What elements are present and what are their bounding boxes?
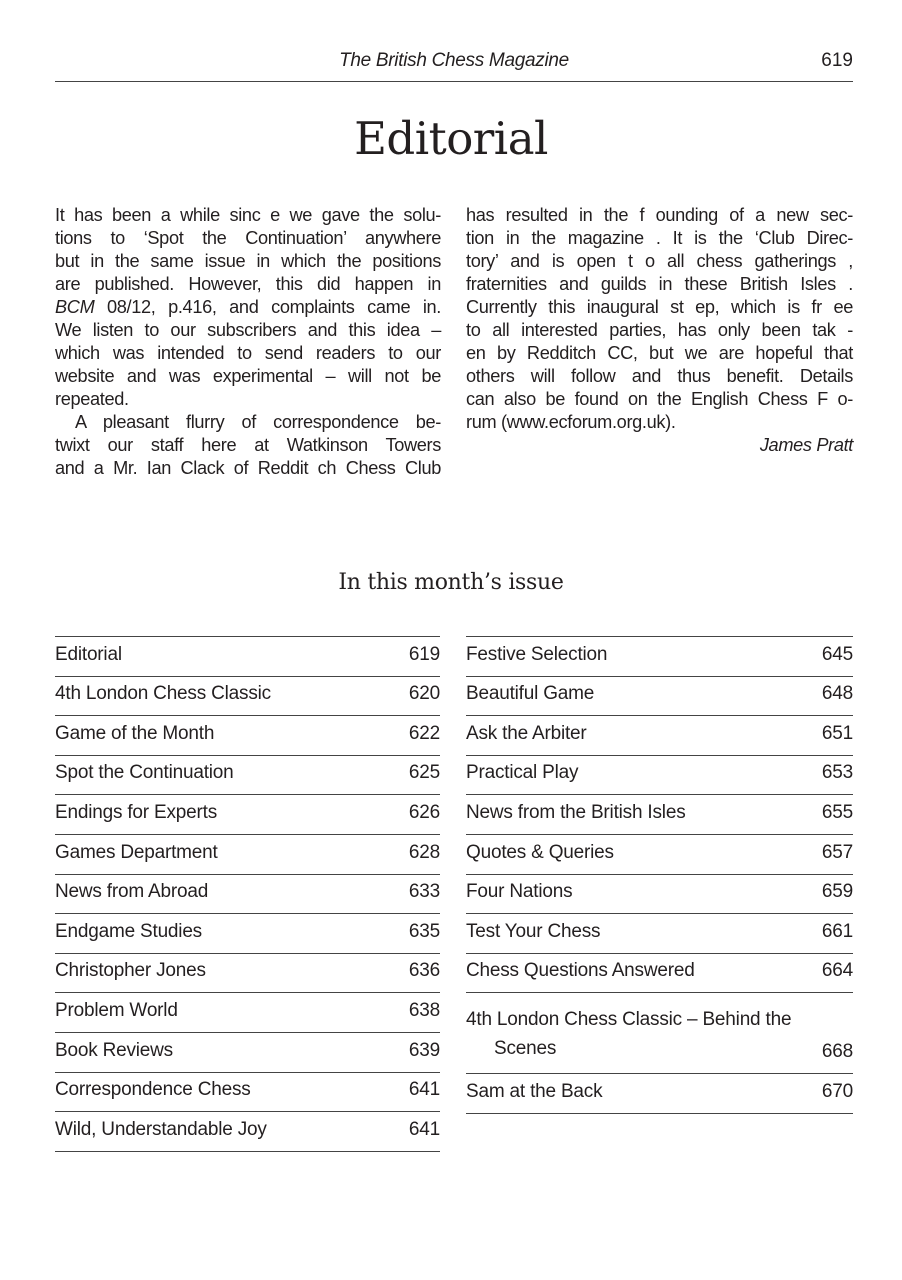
entry-title-text: Ask the Arbiter — [466, 722, 587, 744]
contents-entry — [55, 637, 440, 677]
entry-page: 655 — [821, 801, 853, 823]
body-line — [466, 319, 853, 342]
body-line — [55, 250, 441, 273]
contents-entry — [55, 716, 440, 756]
entry-page: 635 — [408, 920, 440, 942]
emphasis: BCM — [55, 297, 95, 317]
body-line — [55, 411, 441, 434]
entry-page: 659 — [821, 881, 853, 903]
entry-title-text: Four Nations — [466, 881, 573, 903]
entry-title — [55, 921, 202, 952]
body-line — [466, 204, 853, 227]
contents-entry — [466, 1074, 853, 1114]
entry-page: 636 — [408, 960, 440, 982]
entry-page: 668 — [821, 1041, 853, 1063]
body-text: and a Mr. Ian Clack of Reddit ch Chess Club — [55, 458, 441, 478]
entry-title — [466, 881, 572, 912]
body-text: Currently this inaugural st ep, which is fr ee — [466, 297, 853, 317]
entry-title-text: Festive Selection — [466, 643, 608, 665]
entry-title — [466, 921, 600, 952]
author-signature: James Pratt — [759, 435, 853, 455]
entry-page: 638 — [408, 999, 440, 1021]
contents-entry — [466, 875, 853, 915]
entry-title-text: Problem World — [55, 999, 178, 1021]
entry-title-text: Practical Play — [466, 762, 579, 784]
body-line — [55, 227, 441, 250]
entry-title — [55, 644, 122, 675]
body-text: has resulted in the f ounding of a new sec- — [466, 205, 853, 225]
body-line — [466, 227, 853, 250]
entry-page: 622 — [408, 722, 440, 744]
entry-title — [466, 1081, 602, 1112]
entry-page: 626 — [408, 801, 440, 823]
entry-page: 625 — [408, 762, 440, 784]
entry-page: 645 — [821, 643, 853, 665]
entry-title — [466, 1005, 791, 1072]
entry-page: 641 — [408, 1118, 440, 1140]
entry-title-text: Endgame Studies — [55, 920, 202, 942]
entry-title-text: Endings for Experts — [55, 801, 218, 823]
body-line — [55, 204, 441, 227]
entry-title — [466, 960, 695, 991]
entry-title-continued: Scenes — [494, 1038, 557, 1060]
entry-title-text: Quotes & Queries — [466, 841, 614, 863]
entry-page: 639 — [408, 1039, 440, 1061]
entry-title — [466, 762, 578, 793]
entry-title-text: News from the British Isles — [466, 801, 686, 823]
body-text: to all interested parties, has only been tak - — [466, 320, 853, 340]
entry-title-text: Book Reviews — [55, 1039, 173, 1061]
contents-entry — [55, 1073, 440, 1113]
body-text: tory’ and is open t o all chess gatherings , — [466, 251, 853, 271]
entry-title — [55, 881, 208, 912]
entry-page: 653 — [821, 762, 853, 784]
entry-page: 648 — [821, 683, 853, 705]
contents-entry — [55, 677, 440, 717]
entry-title — [466, 723, 587, 754]
entry-page: 628 — [408, 841, 440, 863]
body-text: A pleasant flurry of correspondence be- — [75, 412, 441, 432]
contents-entry — [55, 1112, 440, 1152]
entry-title-text: Beautiful Game — [466, 683, 595, 705]
contents-heading: In this month’s issue — [338, 570, 564, 595]
magazine-title: The British Chess Magazine — [339, 50, 569, 71]
body-line — [466, 296, 853, 319]
entry-title-text: Game of the Month — [55, 722, 215, 744]
body-line — [55, 388, 441, 411]
body-text: 08/12, p.416, and complaints came in. — [94, 297, 441, 317]
entry-title-text: Wild, Understandable Joy — [55, 1118, 267, 1140]
body-text: website and was experimental – will not be — [55, 366, 441, 386]
contents-entry — [466, 954, 853, 994]
contents-entry — [466, 914, 853, 954]
entry-title-text: 4th London Chess Classic – Behind the — [466, 1009, 792, 1031]
contents-entry — [55, 914, 440, 954]
body-text: We listen to our subscribers and this idea – — [55, 320, 441, 340]
entry-title — [55, 1119, 267, 1150]
entry-title-text: Christopher Jones — [55, 960, 206, 982]
entry-page: 657 — [821, 841, 853, 863]
entry-title — [55, 842, 218, 873]
contents-entry — [55, 954, 440, 994]
entry-title — [55, 802, 217, 833]
entry-title-text: Chess Questions Answered — [466, 960, 695, 982]
entry-page: 619 — [408, 643, 440, 665]
contents-list-left — [55, 636, 440, 1152]
body-line — [55, 319, 441, 342]
body-line — [55, 273, 441, 296]
contents-entry — [55, 795, 440, 835]
body-line — [466, 388, 853, 411]
body-line — [466, 411, 853, 434]
entry-title — [55, 960, 206, 991]
entry-page: 633 — [408, 881, 440, 903]
page-number: 619 — [821, 50, 853, 71]
entry-title-text: Games Department — [55, 841, 218, 863]
entry-title — [466, 802, 686, 833]
contents-entry — [466, 677, 853, 717]
body-text: It has been a while sinc e we gave the solu- — [55, 205, 441, 225]
body-text: but in the same issue in which the positions — [55, 251, 441, 271]
entry-title-text: 4th London Chess Classic — [55, 683, 271, 705]
body-line — [466, 273, 853, 296]
contents-entry — [55, 835, 440, 875]
entry-page: 620 — [408, 683, 440, 705]
contents-entry — [466, 716, 853, 756]
body-text: others will follow and thus benefit. Details — [466, 366, 853, 386]
contents-entry — [55, 1033, 440, 1073]
editorial-column-right — [466, 204, 853, 457]
entry-page: 664 — [821, 960, 853, 982]
body-text: rum (www.ecforum.org.uk). — [466, 412, 676, 432]
entry-title-text: Test Your Chess — [466, 920, 601, 942]
body-line — [55, 434, 441, 457]
entry-page: 651 — [821, 722, 853, 744]
contents-entry — [466, 795, 853, 835]
contents-entry — [466, 637, 853, 677]
body-line — [55, 457, 441, 480]
body-text: en by Redditch CC, but we are hopeful that — [466, 343, 853, 363]
entry-title — [55, 683, 271, 714]
entry-title — [55, 1000, 178, 1031]
contents-entry — [466, 993, 853, 1074]
entry-title-text: Spot the Continuation — [55, 762, 234, 784]
entry-title — [55, 762, 234, 793]
contents-entry — [466, 835, 853, 875]
entry-page: 661 — [821, 920, 853, 942]
body-line — [55, 296, 441, 319]
contents-entry — [466, 756, 853, 796]
body-text: are published. However, this did happen in — [55, 274, 441, 294]
body-line — [55, 365, 441, 388]
body-text: tions to ‘Spot the Continuation’ anywhere — [55, 228, 441, 248]
editorial-column-left — [55, 204, 441, 480]
entry-title — [55, 1040, 173, 1071]
contents-list-right — [466, 636, 853, 1114]
running-header — [55, 48, 853, 82]
body-line — [466, 250, 853, 273]
entry-title-text: Correspondence Chess — [55, 1079, 251, 1101]
contents-entry — [55, 756, 440, 796]
entry-title — [466, 644, 607, 675]
entry-page: 670 — [821, 1080, 853, 1102]
contents-entry — [55, 875, 440, 915]
body-text: tion in the magazine . It is the ‘Club Direc- — [466, 228, 853, 248]
entry-title — [55, 1079, 251, 1110]
entry-title-text: Editorial — [55, 643, 122, 665]
body-text: which was intended to send readers to our — [55, 343, 441, 363]
entry-title-text: Sam at the Back — [466, 1080, 603, 1102]
entry-title — [55, 723, 214, 754]
body-text: repeated. — [55, 389, 129, 409]
entry-title — [466, 842, 614, 873]
entry-title — [466, 683, 594, 714]
entry-page: 641 — [408, 1079, 440, 1101]
contents-entry — [55, 993, 440, 1033]
body-line — [466, 342, 853, 365]
body-text: fraternities and guilds in these British Isles . — [466, 274, 853, 294]
page-title: Editorial — [354, 112, 548, 165]
body-text: can also be found on the English Chess F o- — [466, 389, 853, 409]
entry-title-text: News from Abroad — [55, 881, 209, 903]
body-line — [55, 342, 441, 365]
body-text: twixt our staff here at Watkinson Towers — [55, 435, 441, 455]
body-line — [466, 365, 853, 388]
